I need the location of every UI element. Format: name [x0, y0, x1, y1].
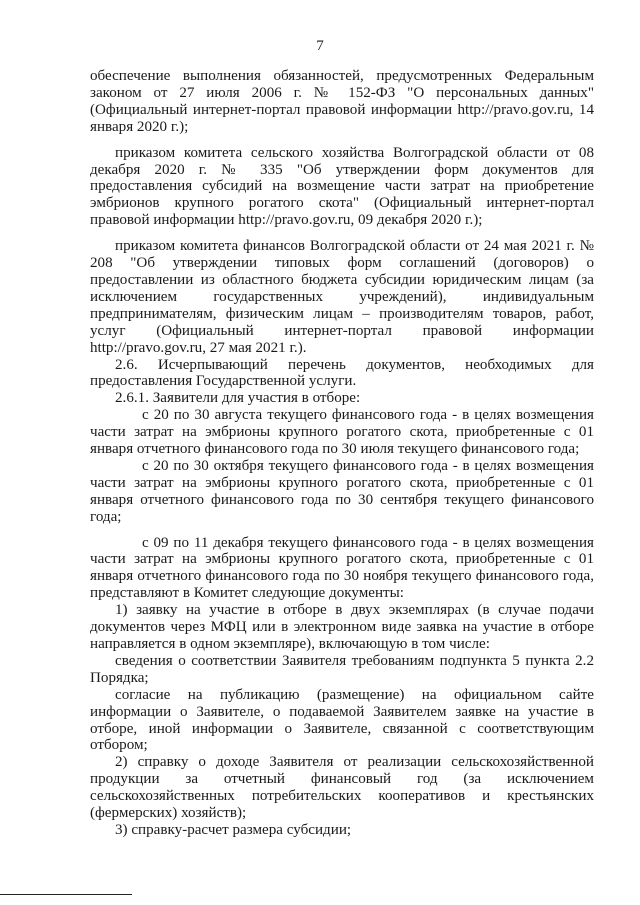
paragraph-period-october: с 20 по 30 октября текущего финансового года - в целях возмещения части затрат на эмбрионы крупного рогатого скота, приобретенные с 01 января отчетного финансового года по 30 сентября текущего финансового года; — [90, 457, 594, 525]
document-body — [90, 68, 594, 839]
paragraph-section-2-6: 2.6. Исчерпывающий перечень документов, необходимых для предоставления Государственной услуги. — [90, 356, 594, 390]
paragraph-item-3-subsidy-calculation: 3) справку-расчет размера субсидии; — [115, 821, 352, 838]
paragraph-period-august: с 20 по 30 августа текущего финансового года - в целях возмещения части затрат на эмбрионы крупного рогатого скота, приобретенные с 01 января отчетного финансового года по 30 июля текущего финансового года; — [90, 407, 594, 458]
paragraph-agriculture-order: приказом комитета сельского хозяйства Волгоградской области от 08 декабря 2020 г. № 335 "Об утверждении форм документов для предоставления субсидий на возмещение части затрат на приобретение эмбрионов крупного рогатого скота" (Официальный интернет-портал правовой информации http://pravo.gov.ru, 09 декабря 2020 г.); — [90, 144, 594, 229]
paragraph-item-2-income-statement: 2) справку о доходе Заявителя от реализации сельскохозяйственной продукции за отчетный финансовый год (за исключением сельскохозяйственных потребительских кооперативов и крестьянских (фермерских) хозяйств); — [90, 754, 594, 822]
paragraph-publication-consent: согласие на публикацию (размещение) на официальном сайте информации о Заявителе, о подаваемой Заявителем заявке на участие в отборе, иной информации о Заявителе, связанной с соответствующим отбором; — [90, 686, 594, 754]
paragraph-item-1-application: 1) заявку на участие в отборе в двух экземплярах (в случае подачи документов через МФЦ или в электронном виде заявка на участие в отборе направляется в одном экземпляре), включающую в том числе: — [90, 602, 594, 652]
page-number: 7 — [316, 38, 324, 54]
paragraph-section-2-6-1: 2.6.1. Заявители для участия в отборе: — [115, 390, 361, 407]
footnote-divider — [0, 894, 132, 895]
paragraph-personal-data-law: обеспечение выполнения обязанностей, предусмотренных Федеральным законом от 27 июля 2006 г. № 152-ФЗ "О персональных данных" (Официальный интернет-портал правовой информации http://pravo.gov.ru, 14 января 2020 г.); — [90, 68, 594, 135]
paragraph-compliance-info: сведения о соответствии Заявителя требованиям подпункта 5 пункта 2.2 Порядка; — [90, 652, 594, 686]
paragraph-period-december: с 09 по 11 декабря текущего финансового года - в целях возмещения части затрат на эмбрионы крупного рогатого скота, приобретенные с 01 января отчетного финансового года по 30 ноября текущего финансового года, представляют в Комитет следующие документы: — [90, 534, 594, 602]
paragraph-finance-order: приказом комитета финансов Волгоградской области от 24 мая 2021 г. № 208 "Об утверждении типовых форм соглашений (договоров) о предоставлении из областного бюджета субсидии юридическим лицам (за исключением государственных учреждений), индивидуальным предпринимателям, физическим лицам – производителям товаров, работ, услуг (Официальный интернет-портал правовой информации http://pravo.gov.ru, 27 мая 2021 г.). — [90, 238, 594, 356]
